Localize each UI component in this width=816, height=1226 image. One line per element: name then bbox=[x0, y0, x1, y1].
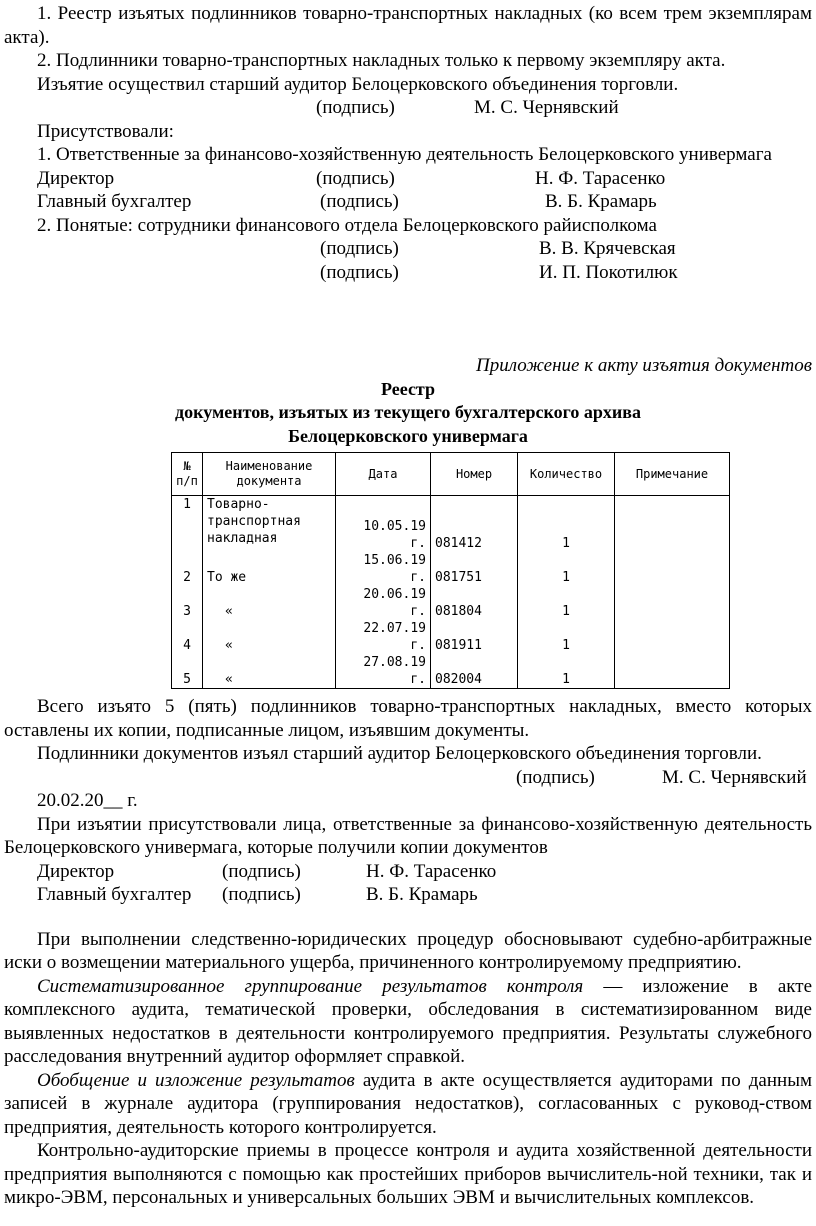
cell-no: 2 bbox=[172, 552, 203, 586]
register-subtitle: документов, изъятых из текущего бухгалтерского архива bbox=[175, 402, 641, 422]
cell-no: 4 bbox=[172, 620, 203, 654]
signature-line-witness-1 bbox=[4, 237, 812, 261]
intro-item-2: 2. Подлинники товарно-транспортных накладных только к первому экземпляру акта. bbox=[37, 50, 726, 71]
cell-qty: 1 bbox=[518, 586, 615, 620]
cell-number: 081804 bbox=[431, 586, 518, 620]
signer-name: В. В. Крячевская bbox=[539, 238, 676, 259]
col-header-note: Примечание bbox=[615, 453, 730, 496]
cell-qty: 1 bbox=[518, 620, 615, 654]
cell-date: 15.06.19 г. bbox=[336, 552, 431, 586]
spacer bbox=[4, 284, 812, 354]
withdrawn-by-paragraph: Подлинники документов изъял старший аудитор Белоцерковского объединения торговли. bbox=[37, 743, 762, 764]
body-paragraph-2 bbox=[4, 975, 812, 1069]
body-text: аудита в акте осуществляется аудиторами по данным записей в журнале аудитора (группирования недостатков), согласованных с руковод-ством предприятия, деятельность которого контролируется. bbox=[4, 1069, 812, 1138]
col-header-number: Номер bbox=[431, 453, 518, 496]
signature-line-auditor-2 bbox=[4, 766, 812, 790]
cell-no: 3 bbox=[172, 586, 203, 620]
signer-name: И. П. Покотилюк bbox=[539, 261, 678, 283]
cell-no: 1 bbox=[172, 496, 203, 553]
cell-name: « bbox=[203, 620, 336, 654]
cell-name: То же bbox=[203, 552, 336, 586]
total-withdrawn-paragraph: Всего изъято 5 (пять) подлинников товарно-транспортных накладных, вместо которых оставлены их копии, подписанные лицом, изъявшим документы. bbox=[4, 696, 812, 741]
intro-item-responsible: 1. Ответственные за финансово-хозяйственную деятельность Белоцерковского универмага bbox=[37, 144, 772, 165]
cell-qty: 1 bbox=[518, 552, 615, 586]
cell-date: 20.06.19 г. bbox=[336, 586, 431, 620]
signature-label: (подпись) bbox=[222, 860, 301, 882]
signature-line-auditor bbox=[4, 96, 812, 120]
intro-item-witnesses: 2. Понятые: сотрудники финансового отдела Белоцерковского райисполкома bbox=[37, 214, 657, 236]
table-row bbox=[172, 654, 730, 689]
table-row bbox=[172, 586, 730, 620]
body-paragraph-3 bbox=[4, 1069, 812, 1140]
role-label: Главный бухгалтер bbox=[37, 191, 192, 212]
register-title: Реестр bbox=[380, 378, 436, 399]
cell-name: « bbox=[203, 654, 336, 689]
cell-qty: 1 bbox=[518, 496, 615, 553]
role-label: Директор bbox=[37, 860, 115, 882]
spacer bbox=[4, 907, 812, 928]
table-row bbox=[172, 620, 730, 654]
term-italic: Систематизированное группирование результатов контроля bbox=[37, 975, 584, 997]
cell-number: 082004 bbox=[431, 654, 518, 689]
cell-note bbox=[615, 620, 730, 654]
signature-label: (подпись) bbox=[316, 97, 395, 118]
cell-number: 081751 bbox=[431, 552, 518, 586]
cell-note bbox=[615, 496, 730, 553]
cell-name: « bbox=[203, 586, 336, 620]
body-paragraph-4: Контрольно-аудиторские приемы в процессе контроля и аудита хозяйственной деятельности предприятия выполняются с помощью как простейших приборов вычислитель-ной техники, так и микро-ЭВМ, персональных и универсальных больших ЭВМ и вычислительных комплексов. bbox=[4, 1140, 812, 1208]
present-persons-paragraph: При изъятии присутствовали лица, ответственные за финансово-хозяйственную деятельность Белоцерковского универмага, которые получили копии документов bbox=[4, 813, 812, 858]
signer-name: В. Б. Крамарь bbox=[545, 191, 657, 212]
term-italic: Обобщение и изложение результатов bbox=[37, 1069, 355, 1091]
signer-name: В. Б. Крамарь bbox=[366, 884, 478, 905]
signer-name: М. С. Чернявский bbox=[662, 766, 807, 788]
intro-item-1: 1. Реестр изъятых подлинников товарно-транспортных накладных (ко всем трем экземплярам акта). bbox=[4, 3, 812, 48]
table-header-row bbox=[172, 453, 730, 496]
intro-withdrawal-note: Изъятие осуществил старший аудитор Белоцерковского объединения торговли. bbox=[37, 73, 679, 95]
col-header-name: Наименование документа bbox=[203, 453, 336, 496]
cell-no: 5 bbox=[172, 654, 203, 689]
col-header-qty: Количество bbox=[518, 453, 615, 496]
cell-name: Товарно-транспортная накладная bbox=[203, 496, 336, 553]
cell-note bbox=[615, 586, 730, 620]
signer-name: Н. Ф. Тарасенко bbox=[535, 167, 666, 189]
table-row bbox=[172, 552, 730, 586]
cell-note bbox=[615, 654, 730, 689]
signature-line-chief-accountant-2 bbox=[4, 883, 812, 907]
signature-label: (подпись) bbox=[320, 191, 399, 212]
signature-label: (подпись) bbox=[320, 261, 399, 283]
signer-name: Н. Ф. Тарасенко bbox=[366, 860, 497, 882]
present-label: Присутствовали: bbox=[37, 120, 174, 142]
role-label: Главный бухгалтер bbox=[37, 884, 192, 905]
col-header-date: Дата bbox=[336, 453, 431, 496]
role-label: Директор bbox=[37, 167, 115, 189]
signature-line-chief-accountant bbox=[4, 190, 812, 214]
cell-date: 27.08.19 г. bbox=[336, 654, 431, 689]
signature-line-director-2 bbox=[4, 860, 812, 884]
col-header-no: № п/п bbox=[172, 453, 203, 496]
signature-line-director bbox=[4, 167, 812, 191]
body-text: — изложение в акте комплексного аудита, тематической проверки, обследования в систематизированном виде выявленных недостатков в деятельности контролируемого предприятия. Результаты служебного расследования внутренний аудитор оформляет справкой. bbox=[4, 975, 812, 1067]
appendix-caption: Приложение к акту изъятия документов bbox=[475, 355, 812, 376]
register-subtitle-store: Белоцерковского универмага bbox=[288, 425, 528, 446]
signature-line-witness-2 bbox=[4, 261, 812, 285]
signature-label: (подпись) bbox=[316, 167, 395, 189]
cell-qty: 1 bbox=[518, 654, 615, 689]
register-table bbox=[171, 452, 730, 689]
signature-label: (подпись) bbox=[516, 766, 595, 788]
signer-name: М. С. Чернявский bbox=[474, 97, 619, 118]
signature-label: (подпись) bbox=[222, 884, 301, 905]
body-paragraph-1: При выполнении следственно-юридических процедур обосновывают судебно-арбитражные иски о возмещении материального ущерба, причиненного контролируемому предприятию. bbox=[4, 928, 812, 973]
act-date: 20.02.20__ г. bbox=[37, 790, 138, 811]
signature-label: (подпись) bbox=[320, 238, 399, 259]
table-row bbox=[172, 496, 730, 553]
cell-date: 22.07.19 г. bbox=[336, 620, 431, 654]
cell-note bbox=[615, 552, 730, 586]
cell-number: 081412 bbox=[431, 496, 518, 553]
cell-date: 10.05.19 г. bbox=[336, 496, 431, 553]
cell-number: 081911 bbox=[431, 620, 518, 654]
